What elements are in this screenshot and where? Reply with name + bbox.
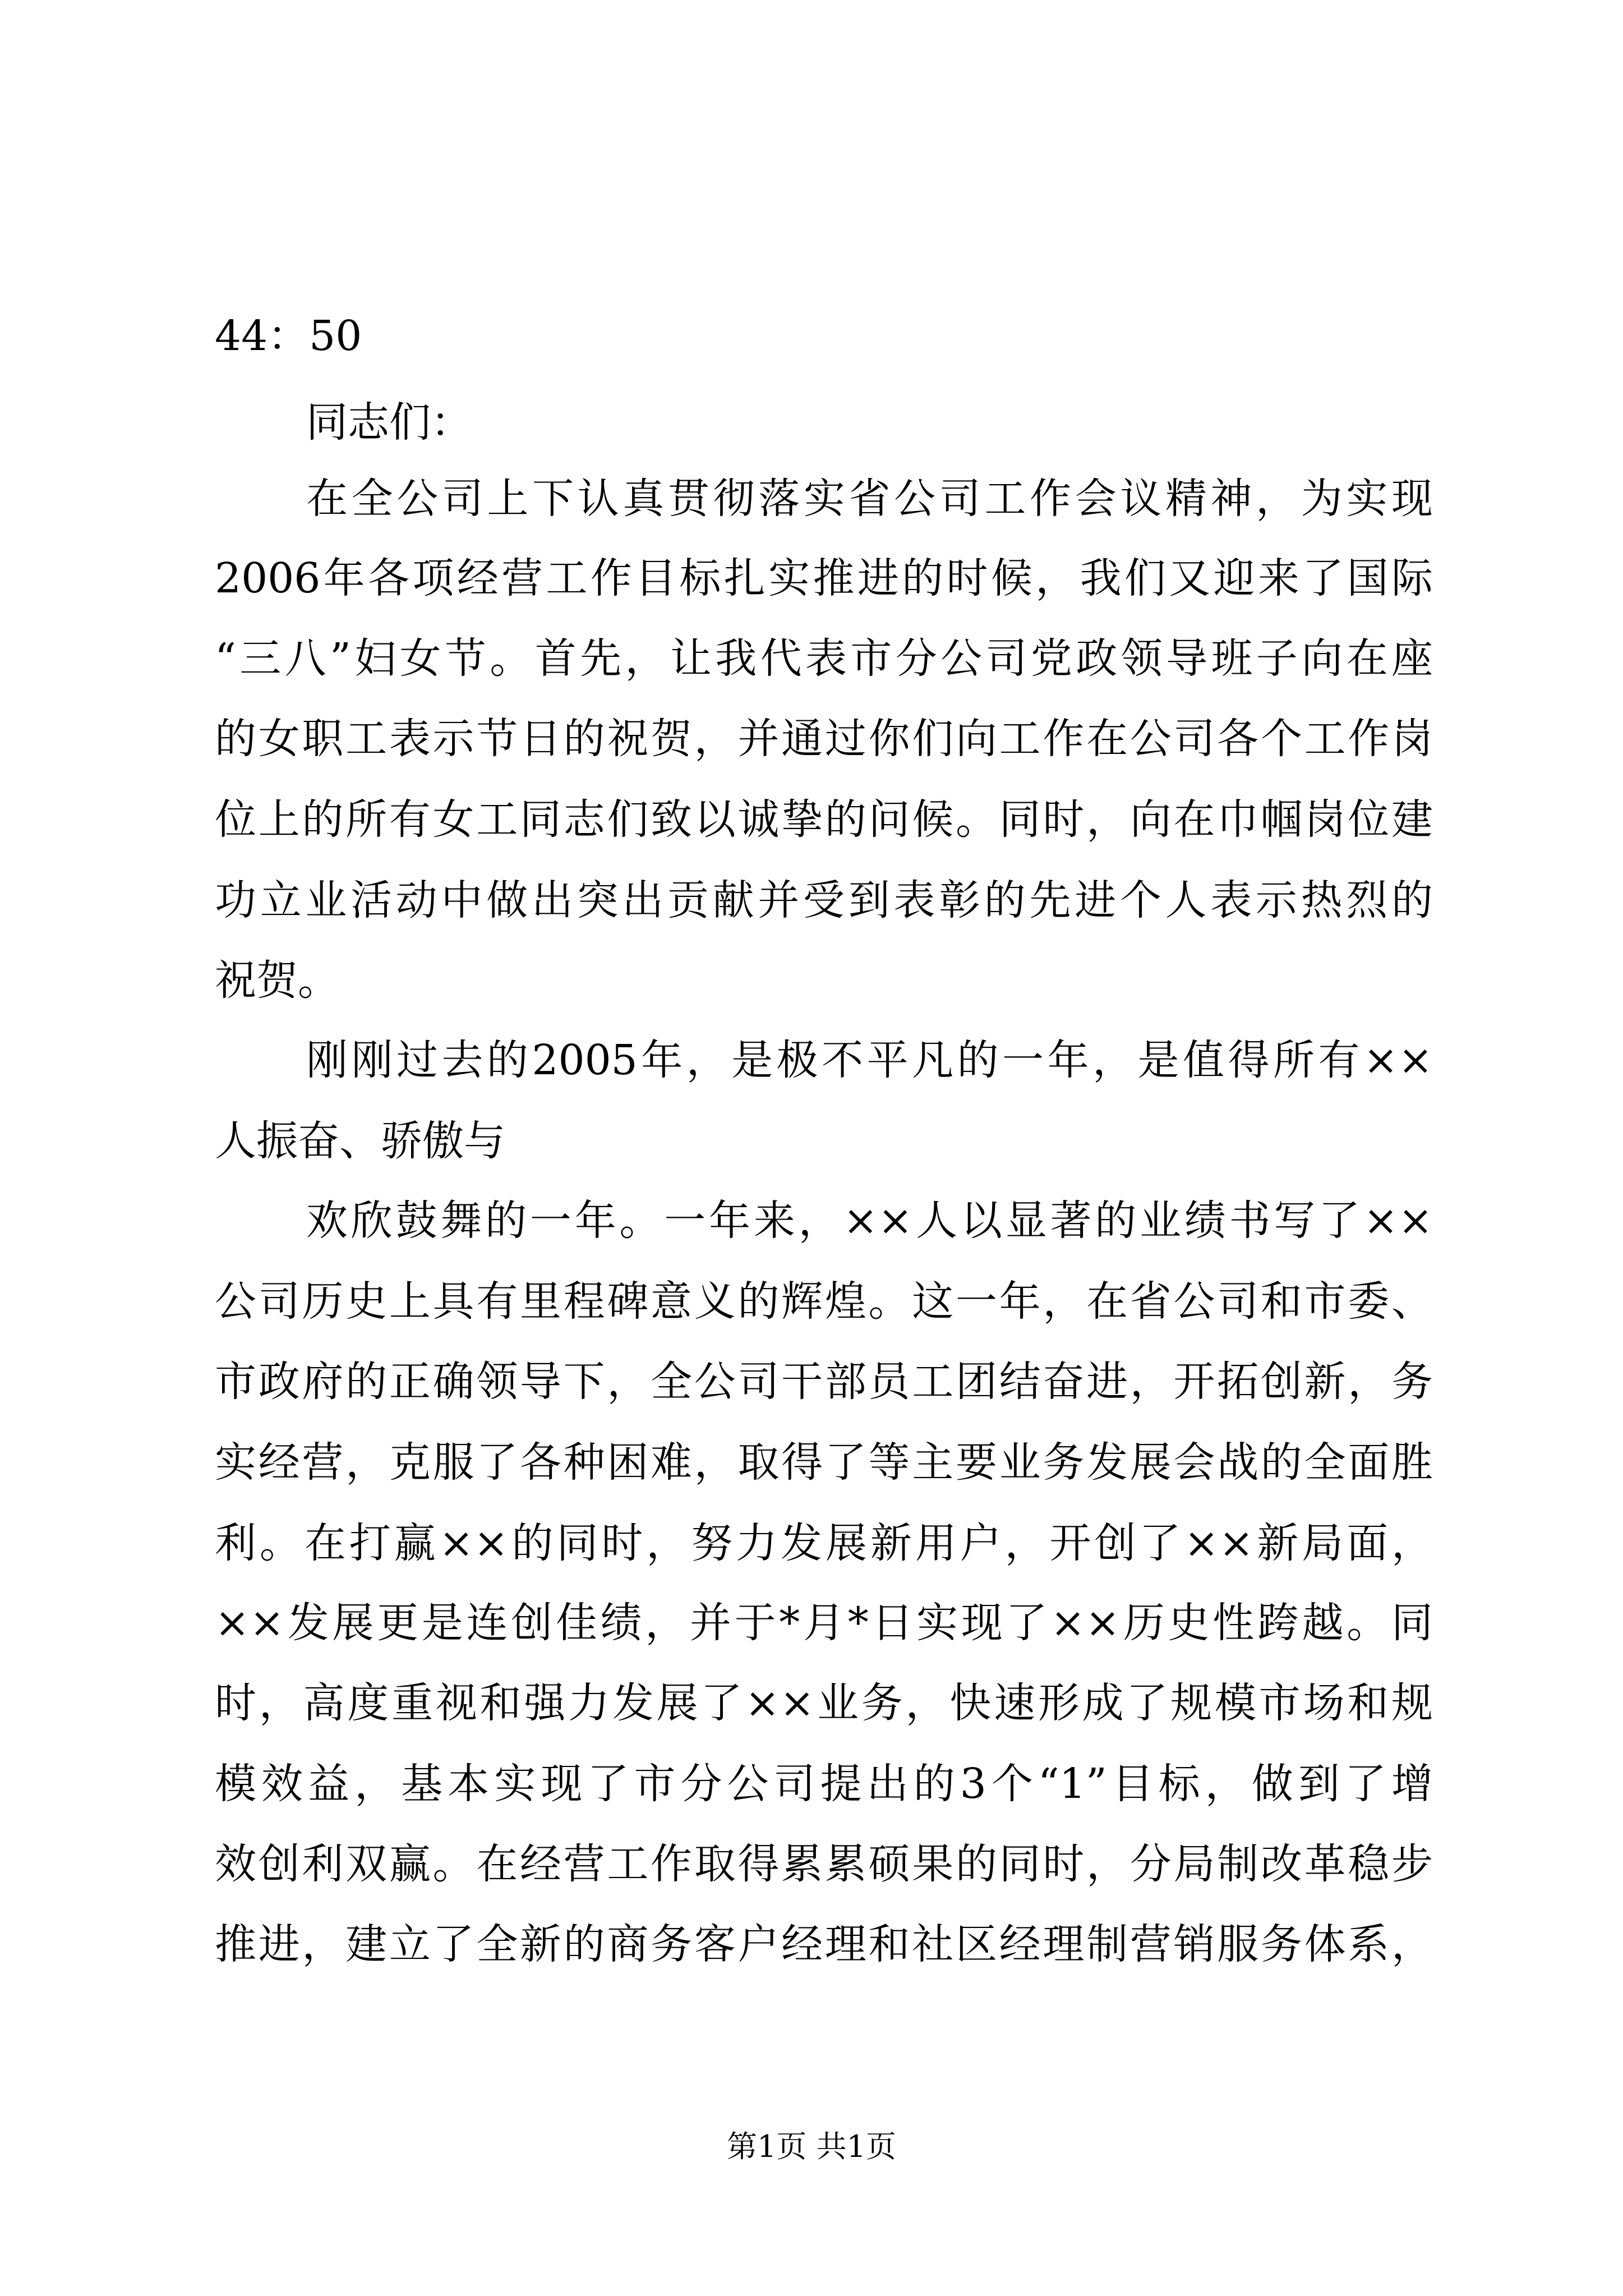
paragraph-line: 效创利双赢。在经营工作取得累累硕果的同时，分局制改革稳步 — [215, 1840, 1433, 1888]
paragraph-line: 时，高度重视和强力发展了××业务，快速形成了规模市场和规 — [215, 1679, 1433, 1727]
paragraph-line: 市政府的正确领导下，全公司干部员工团结奋进，开拓创新，务 — [215, 1358, 1433, 1406]
paragraph-line: 在全公司上下认真贯彻落实省公司工作会议精神，为实现 — [306, 475, 1433, 523]
salutation: 同志们： — [306, 398, 472, 447]
paragraph-line: “三八”妇女节。首先，让我代表市分公司党政领导班子向在座 — [215, 634, 1433, 683]
paragraph-line: 刚刚过去的2005年，是极不平凡的一年，是值得所有×× — [306, 1036, 1433, 1084]
page-number-footer: 第1页 共1页 — [727, 2129, 896, 2164]
paragraph-line: 公司历史上具有里程碑意义的辉煌。这一年，在省公司和市委、 — [215, 1277, 1433, 1326]
paragraph-line: ××发展更是连创佳绩，并于*月*日实现了××历史性跨越。同 — [215, 1599, 1433, 1647]
paragraph-line: 欢欣鼓舞的一年。一年来，××人以显著的业绩书写了×× — [306, 1197, 1433, 1245]
paragraph-line: 推进，建立了全新的商务客户经理和社区经理制营销服务体系， — [215, 1920, 1433, 1968]
time-heading: 44：50 — [215, 312, 362, 360]
paragraph-line: 2006年各项经营工作目标扎实推进的时候，我们又迎来了国际 — [215, 554, 1433, 602]
paragraph-line: 位上的所有女工同志们致以诚挚的问候。同时，向在巾帼岗位建 — [215, 795, 1433, 844]
paragraph-line: 人振奋、骄傲与 — [215, 1117, 505, 1165]
paragraph-line: 模效益，基本实现了市分公司提出的3个“1”目标，做到了增 — [215, 1760, 1433, 1808]
paragraph-line: 利。在打赢××的同时，努力发展新用户，开创了××新局面， — [215, 1519, 1433, 1567]
paragraph-line: 功立业活动中做出突出贡献并受到表彰的先进个人表示热烈的 — [215, 876, 1433, 924]
paragraph-line: 的女职工表示节日的祝贺，并通过你们向工作在公司各个工作岗 — [215, 715, 1433, 763]
paragraph-line: 实经营，克服了各种困难，取得了等主要业务发展会战的全面胜 — [215, 1438, 1433, 1487]
paragraph-line: 祝贺。 — [215, 956, 339, 1005]
